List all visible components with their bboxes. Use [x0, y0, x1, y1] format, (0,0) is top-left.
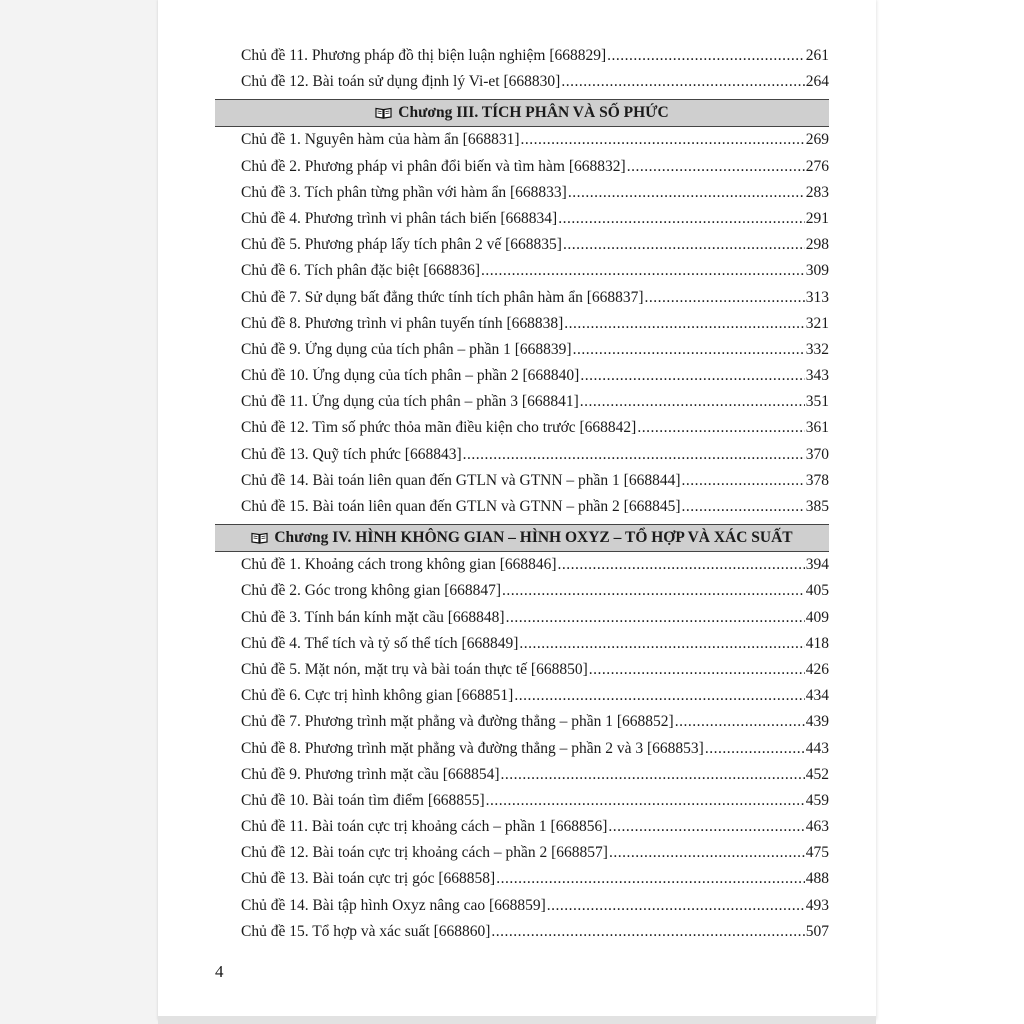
- toc-entry: [215, 582, 829, 608]
- toc-entry-title: Chủ đề 2. Phương pháp vi phân đổi biến và tìm hàm [668832]: [241, 157, 626, 175]
- toc-entry-page: 434: [805, 687, 829, 705]
- toc-entry: [215, 844, 829, 870]
- toc-entry-title: Chủ đề 7. Phương trình mặt phẳng và đường thẳng – phần 1 [668852]: [241, 713, 674, 731]
- toc-entry: [215, 818, 829, 844]
- toc-entry-page: 418: [805, 634, 829, 652]
- toc-entry: [215, 870, 829, 896]
- toc-entry-page: 313: [805, 288, 829, 306]
- table-of-contents: [215, 47, 829, 949]
- toc-entry-leader-dots: [558, 556, 805, 574]
- toc-entry: [215, 184, 829, 210]
- toc-entry: [215, 262, 829, 288]
- toc-entry-page: 459: [805, 791, 829, 809]
- toc-entry: [215, 236, 829, 262]
- toc-entry: [215, 419, 829, 445]
- toc-entry: [215, 289, 829, 315]
- toc-entry-page: 426: [805, 660, 829, 678]
- chapter-4-title: Chương IV. HÌNH KHÔNG GIAN – HÌNH OXYZ – TỔ HỢP VÀ XÁC SUẤT: [274, 529, 793, 547]
- toc-entry-leader-dots: [705, 740, 805, 758]
- toc-entry-page: 405: [805, 582, 829, 600]
- toc-entry-title: Chủ đề 1. Khoảng cách trong không gian [668846]: [241, 556, 557, 574]
- toc-entry: [215, 315, 829, 341]
- toc-entry-page: 378: [805, 471, 829, 489]
- toc-entry: [215, 498, 829, 524]
- toc-entry-page: 385: [805, 498, 829, 515]
- toc-entry-title: Chủ đề 6. Tích phân đặc biệt [668836]: [241, 262, 481, 280]
- toc-entry-title: Chủ đề 12. Bài toán cực trị khoảng cách – phần 2 [668857]: [241, 844, 608, 862]
- toc-entry-page: 361: [805, 419, 829, 437]
- toc-entry-title: Chủ đề 15. Tổ hợp và xác suất [668860]: [241, 922, 491, 940]
- toc-entry-leader-dots: [547, 897, 805, 915]
- toc-entry: [215, 609, 829, 635]
- toc-entry-page: 298: [805, 236, 829, 254]
- toc-entry-title: Chủ đề 10. Bài toán tìm điểm [668855]: [241, 791, 485, 809]
- toc-entry: [215, 687, 829, 713]
- toc-entry-leader-dots: [573, 341, 805, 359]
- toc-entry-leader-dots: [564, 315, 804, 333]
- toc-entry-leader-dots: [558, 210, 805, 228]
- toc-entry-leader-dots: [637, 419, 804, 437]
- toc-entry-title: Chủ đề 3. Tích phân từng phần với hàm ẩn [668833]: [241, 183, 567, 201]
- toc-entry-title: Chủ đề 1. Nguyên hàm của hàm ẩn [668831]: [241, 131, 520, 149]
- toc-entry-page: 309: [805, 262, 829, 280]
- toc-entry-page: 321: [805, 314, 829, 332]
- toc-entry-page: 283: [805, 183, 829, 201]
- toc-entry: [215, 556, 829, 582]
- toc-entry-title: Chủ đề 11. Ứng dụng của tích phân – phần 3 [668841]: [241, 393, 579, 411]
- toc-entry-page: 291: [805, 209, 829, 227]
- toc-entry: [215, 661, 829, 687]
- toc-entry-page: 370: [805, 445, 829, 463]
- toc-entry: [215, 341, 829, 367]
- toc-entry-title: Chủ đề 11. Bài toán cực trị khoảng cách – phần 1 [668856]: [241, 818, 608, 836]
- toc-entry-title: Chủ đề 6. Cực trị hình không gian [668851]: [241, 687, 514, 705]
- toc-entry-title: Chủ đề 8. Phương trình vi phân tuyến tính [668838]: [241, 314, 564, 332]
- toc-entry-leader-dots: [682, 472, 805, 490]
- toc-entry: [215, 766, 829, 792]
- toc-entry-title: Chủ đề 13. Bài toán cực trị góc [668858]: [241, 870, 496, 888]
- toc-entry-title: Chủ đề 3. Tính bán kính mặt cầu [668848]: [241, 608, 505, 626]
- toc-entry-leader-dots: [502, 582, 805, 600]
- toc-entry: [215, 446, 829, 472]
- toc-entry-leader-dots: [521, 131, 805, 149]
- toc-entry: [215, 740, 829, 766]
- toc-entry-leader-dots: [514, 687, 804, 705]
- toc-entry-page: 351: [805, 393, 829, 411]
- toc-entry-title: Chủ đề 9. Phương trình mặt cầu [668854]: [241, 765, 500, 783]
- toc-entry-leader-dots: [561, 73, 804, 91]
- toc-entry-title: Chủ đề 4. Phương trình vi phân tách biến [668834]: [241, 209, 558, 227]
- toc-entry-leader-dots: [496, 870, 805, 888]
- toc-entry-title: Chủ đề 12. Tìm số phức thỏa mãn điều kiện cho trước [668842]: [241, 419, 637, 437]
- toc-entry-page: 475: [805, 844, 829, 862]
- toc-entry-title: Chủ đề 4. Thể tích và tỷ số thể tích [668849]: [241, 634, 519, 652]
- toc-entry: [215, 923, 829, 949]
- toc-entry-page: 488: [805, 870, 829, 888]
- toc-entry-page: 394: [805, 556, 829, 574]
- toc-entry-leader-dots: [486, 792, 805, 810]
- page-bottom-edge: [158, 1016, 876, 1024]
- chapter-4-header: [215, 524, 829, 552]
- toc-entry-leader-dots: [463, 446, 805, 464]
- toc-entry: [215, 897, 829, 923]
- toc-entry-leader-dots: [481, 262, 805, 280]
- toc-entry: [215, 73, 829, 99]
- toc-entry-page: 452: [805, 765, 829, 783]
- toc-entry-title: Chủ đề 8. Phương trình mặt phẳng và đường thẳng – phần 2 và 3 [668853]: [241, 739, 704, 757]
- toc-entry: [215, 158, 829, 184]
- toc-entry-leader-dots: [607, 47, 805, 65]
- chapter-3-entries: [215, 131, 829, 524]
- toc-entry-title: Chủ đề 9. Ứng dụng của tích phân – phần 1 [668839]: [241, 340, 572, 358]
- toc-entry-page: 409: [805, 608, 829, 626]
- chapter-2-tail-entries: [215, 47, 829, 99]
- toc-entry: [215, 635, 829, 661]
- toc-entry: [215, 472, 829, 498]
- toc-entry-title: Chủ đề 14. Bài tập hình Oxyz nâng cao [668859]: [241, 896, 546, 914]
- toc-entry-page: 264: [805, 73, 829, 91]
- toc-entry-page: 439: [805, 713, 829, 731]
- toc-entry-leader-dots: [609, 844, 805, 862]
- toc-entry-leader-dots: [519, 635, 804, 653]
- toc-entry-page: 507: [805, 922, 829, 940]
- toc-entry-page: 269: [805, 131, 829, 149]
- toc-entry-leader-dots: [645, 289, 805, 307]
- toc-entry-leader-dots: [491, 923, 804, 941]
- chapter-3-title: Chương III. TÍCH PHÂN VÀ SỐ PHỨC: [398, 104, 669, 122]
- toc-entry: [215, 792, 829, 818]
- chapter-3-header: [215, 99, 829, 127]
- toc-entry-page: 463: [805, 818, 829, 836]
- toc-entry-title: Chủ đề 5. Phương pháp lấy tích phân 2 vế [668835]: [241, 236, 562, 254]
- toc-entry-leader-dots: [563, 236, 805, 254]
- toc-entry-title: Chủ đề 14. Bài toán liên quan đến GTLN và GTNN – phần 1 [668844]: [241, 471, 681, 489]
- toc-entry-title: Chủ đề 15. Bài toán liên quan đến GTLN và GTNN – phần 2 [668845]: [241, 498, 681, 515]
- toc-entry: [215, 210, 829, 236]
- toc-entry-leader-dots: [682, 498, 805, 516]
- toc-entry-title: Chủ đề 5. Mặt nón, mặt trụ và bài toán thực tế [668850]: [241, 660, 588, 678]
- toc-entry-leader-dots: [501, 766, 805, 784]
- toc-entry-title: Chủ đề 11. Phương pháp đồ thị biện luận nghiệm [668829]: [241, 47, 607, 64]
- toc-entry-page: 343: [805, 367, 829, 385]
- toc-entry-page: 276: [805, 157, 829, 175]
- toc-entry-title: Chủ đề 13. Quỹ tích phức [668843]: [241, 445, 462, 463]
- toc-entry-title: Chủ đề 10. Ứng dụng của tích phân – phần 2 [668840]: [241, 367, 580, 385]
- toc-entry-title: Chủ đề 2. Góc trong không gian [668847]: [241, 582, 502, 600]
- toc-entry: [215, 393, 829, 419]
- toc-entry-leader-dots: [580, 393, 805, 411]
- book-icon: [375, 107, 392, 119]
- toc-entry-title: Chủ đề 7. Sử dụng bất đẳng thức tính tích phân hàm ẩn [668837]: [241, 288, 644, 306]
- toc-entry-title: Chủ đề 12. Bài toán sử dụng định lý Vi-et [668830]: [241, 73, 561, 91]
- toc-entry-leader-dots: [675, 713, 805, 731]
- toc-entry-leader-dots: [568, 184, 805, 202]
- toc-entry-page: 261: [805, 47, 829, 64]
- toc-entry: [215, 713, 829, 739]
- book-icon: [251, 532, 268, 544]
- toc-entry-page: 493: [805, 896, 829, 914]
- toc-entry-leader-dots: [506, 609, 805, 627]
- toc-entry-page: 443: [805, 739, 829, 757]
- toc-entry: [215, 131, 829, 157]
- toc-entry-leader-dots: [627, 158, 805, 176]
- toc-entry: [215, 367, 829, 393]
- toc-entry-leader-dots: [608, 818, 804, 836]
- chapter-4-entries: [215, 556, 829, 949]
- page-left-margin: [0, 0, 160, 1024]
- toc-entry-page: 332: [805, 340, 829, 358]
- toc-entry-leader-dots: [589, 661, 805, 679]
- page-number: 4: [215, 962, 224, 981]
- toc-entry-leader-dots: [580, 367, 804, 385]
- toc-entry: [215, 47, 829, 73]
